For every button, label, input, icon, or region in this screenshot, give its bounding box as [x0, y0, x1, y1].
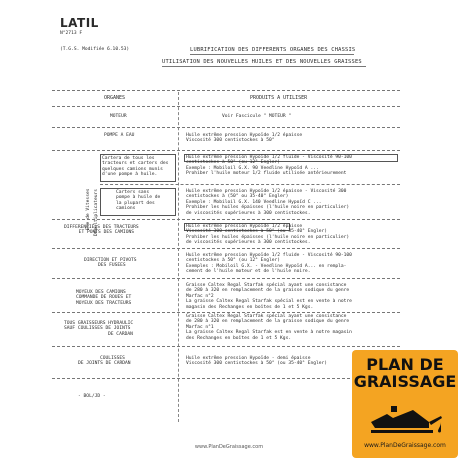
page-url: www.PlanDeGraissage.com — [194, 444, 264, 450]
products-carters-pompe — [186, 155, 352, 177]
product-line: Huile extrême pression Hypoïde 1/2 épaisse - Viscosité 300 — [186, 189, 347, 194]
organ-line: Cartera de tous les — [102, 156, 155, 161]
doc-number: N°2713 F — [60, 31, 83, 36]
logo-line1: PLAN DE — [366, 355, 444, 374]
plan-de-graissage-logo — [352, 350, 458, 458]
organ-line: MOYEUX DES TRACTEURS — [76, 300, 132, 306]
group-label-demultiplicateurs: Démultiplicateurs — [94, 188, 99, 236]
col-header-products: PRODUITS A UTILISER — [250, 95, 308, 101]
products-carters-sans-pompe — [186, 189, 349, 216]
product-line: magasin des Rechanges en boîtes de 1 et 5 Kgs. — [186, 304, 314, 310]
organ-differentiels — [64, 225, 139, 236]
header-bottom-rule — [52, 106, 400, 107]
organ-line: DIFFERENTIELS DES TRACTEURS — [64, 225, 139, 230]
product-line: Huile extrême pression Hypoïde - demi épaisse — [186, 356, 311, 361]
product-line: Graisse Caltex Regal Starfak spécial ayant une consistance — [186, 283, 347, 288]
organ-line: TOUS GRAISSEURS HYDRAULIC — [64, 321, 134, 326]
product-line: centistockes à 50° (ou 12° Engler) — [186, 258, 281, 264]
organ-line: camions — [116, 206, 136, 212]
organ-line: COULISSES — [100, 356, 125, 361]
row-rule-7 — [52, 312, 400, 313]
product-line: Exemples : Mobiloil G.X. - Veedline Hypoïd A... en rempla- — [186, 263, 347, 269]
product-line: Exemple : Mobiloil G.X. 140 Veedline Hypoïd C ... — [186, 199, 322, 205]
product-line: centistockes à (50° ou 35-40° Engler) — [186, 194, 289, 200]
products-direction — [186, 253, 352, 275]
product-line: de 280 à 320 en remplacement de la graisse sodique du genre — [186, 319, 350, 325]
organ-line: DE CARDAN — [108, 331, 133, 337]
organ-line: Carters sans — [116, 190, 150, 195]
logo-line2: GRAISSAGE — [353, 372, 457, 391]
products-moyeux — [186, 283, 352, 310]
organ-line: quelques camions munis — [102, 166, 163, 172]
organ-line: MOYEUX DES CAMIONS — [76, 290, 126, 295]
organ-line: COMMANDE DE ROUES ET — [76, 295, 132, 301]
product-line: Graisse Caltex Regal Starfak spécial ayant une consistance — [186, 314, 347, 319]
row-rule-5 — [52, 248, 400, 249]
organ-line: ET PONTS DES CAMIONS — [78, 230, 134, 236]
product-line: des Rechanges en boîtes de 1 et 5 Kgs. — [186, 335, 292, 341]
products-pompe-a-eau — [186, 133, 302, 144]
product-moteur: Voir Fascicule " MOTEUR " — [222, 114, 292, 119]
table-top-rule — [52, 90, 400, 91]
organ-line: la plupart des — [116, 200, 155, 206]
organ-moteur: MOTEUR — [110, 114, 127, 119]
product-line: Huile extrême pression Hypoïde 1/2 épaisse — [186, 133, 303, 138]
brand-logo: LATIL — [60, 16, 99, 30]
organ-pompe-a-eau: POMPE A EAU — [104, 133, 135, 138]
logo-url: www.PlanDeGraissage.com — [364, 442, 446, 449]
organ-line: DE JOINTS DE CARDAN — [78, 361, 131, 367]
products-differentiels — [186, 224, 349, 246]
row-rule-6 — [52, 278, 400, 279]
organ-line: DIRECTION ET PIVOTS — [84, 258, 137, 263]
product-line: Prohiber l'huile moteur 1/2 fluide utilisée antérieurement — [186, 171, 347, 177]
footer-ref: - BOL/JD - — [78, 394, 106, 399]
organ-line: tracteurs et carters des — [102, 161, 169, 167]
col-header-organs: ORGANES — [104, 95, 126, 101]
product-line: de viscosités supérieures à 300 centistockes. — [186, 210, 311, 216]
product-line: Marfac n°2 — [186, 293, 214, 299]
organ-line: d'une pompe à huile. — [102, 172, 158, 178]
row-rule-2 — [52, 150, 400, 151]
product-line: centistockes à 50° (ou 12° Engler) — [186, 160, 281, 166]
product-line: La graisse Caltex Regal Starfak est en vente à notre magasin — [186, 330, 352, 336]
organ-direction — [84, 258, 137, 269]
organ-line: pompe à huile de — [116, 195, 161, 201]
product-line: Viscosité 300 centistockes à 50° — [186, 138, 275, 144]
product-line: cement de l'huile moteur et de l'huile noire. — [186, 269, 311, 275]
organ-moyeux — [76, 290, 131, 306]
group-label-vitesses: Bte de Vitesses — [86, 188, 91, 230]
organ-graisseurs — [64, 321, 133, 337]
products-coulisses — [186, 356, 327, 367]
row-rule-4 — [52, 219, 400, 220]
organ-carters-sans-pompe — [116, 190, 160, 212]
product-line: Prohiber les huiles épaisses (l'huile noire en particulier) — [186, 205, 350, 211]
product-line: Viscosité 300 centistockes à 50° (ou 35-40° Engler) — [186, 229, 328, 235]
product-line: Exemple : Mobiloil G.X. 90 Veedline Hypoïd A ... — [186, 165, 319, 171]
product-line: La graisse Caltex Regal Starfak spécial est en vente à notre — [186, 299, 352, 305]
organ-line: SAUF COULISSES DE JOINTS — [64, 326, 131, 332]
product-line: de viscosités supérieures à 300 centistockes. — [186, 240, 311, 246]
row-rule-8 — [52, 346, 400, 347]
doc-title-line1: LUBRIFICATION DES DIFFERENTS ORGANES DES CHASSIS — [190, 47, 356, 53]
title-underline-1 — [190, 54, 354, 55]
row-rule-3 — [100, 184, 400, 185]
doc-title-line2: UTILISATION DES NOUVELLES HUILES ET DES NOUVELLES GRAISSES — [162, 59, 362, 65]
organ-coulisses — [78, 356, 131, 367]
organ-carters-pompe — [102, 156, 168, 178]
oil-can-icon — [365, 392, 445, 438]
product-line: Huile extrême pression Hypoïde 1/2 fluide - Viscosité 90-100 — [186, 155, 352, 160]
logo-title — [352, 356, 458, 390]
doc-issue: (T.G.S. Modifiée 6.10.53) — [60, 47, 130, 52]
product-line: Huile extrême pression Hypoïde 1/2 fluide - Viscosité 90-100 — [186, 253, 352, 258]
row-rule-1 — [52, 127, 400, 128]
organ-line: DES FUSEES — [98, 263, 126, 269]
product-line: Viscosité 300 centistockes à 50° (ou 35-40° Engler) — [186, 361, 328, 367]
product-line: de 280 à 320 en remplacement de la graisse sodique du genre — [186, 288, 350, 294]
product-line: Marfac n°1 — [186, 324, 214, 330]
products-graisseurs — [186, 314, 352, 341]
product-line: Prohiber les huiles épaisses (l'huile noire en particulier) — [186, 234, 350, 240]
column-divider — [178, 92, 179, 422]
title-underline-2 — [162, 66, 366, 67]
product-line: Huile extrême pression Hypoïde 1/2 épaisse — [186, 224, 303, 229]
row-rule-9 — [52, 378, 400, 379]
